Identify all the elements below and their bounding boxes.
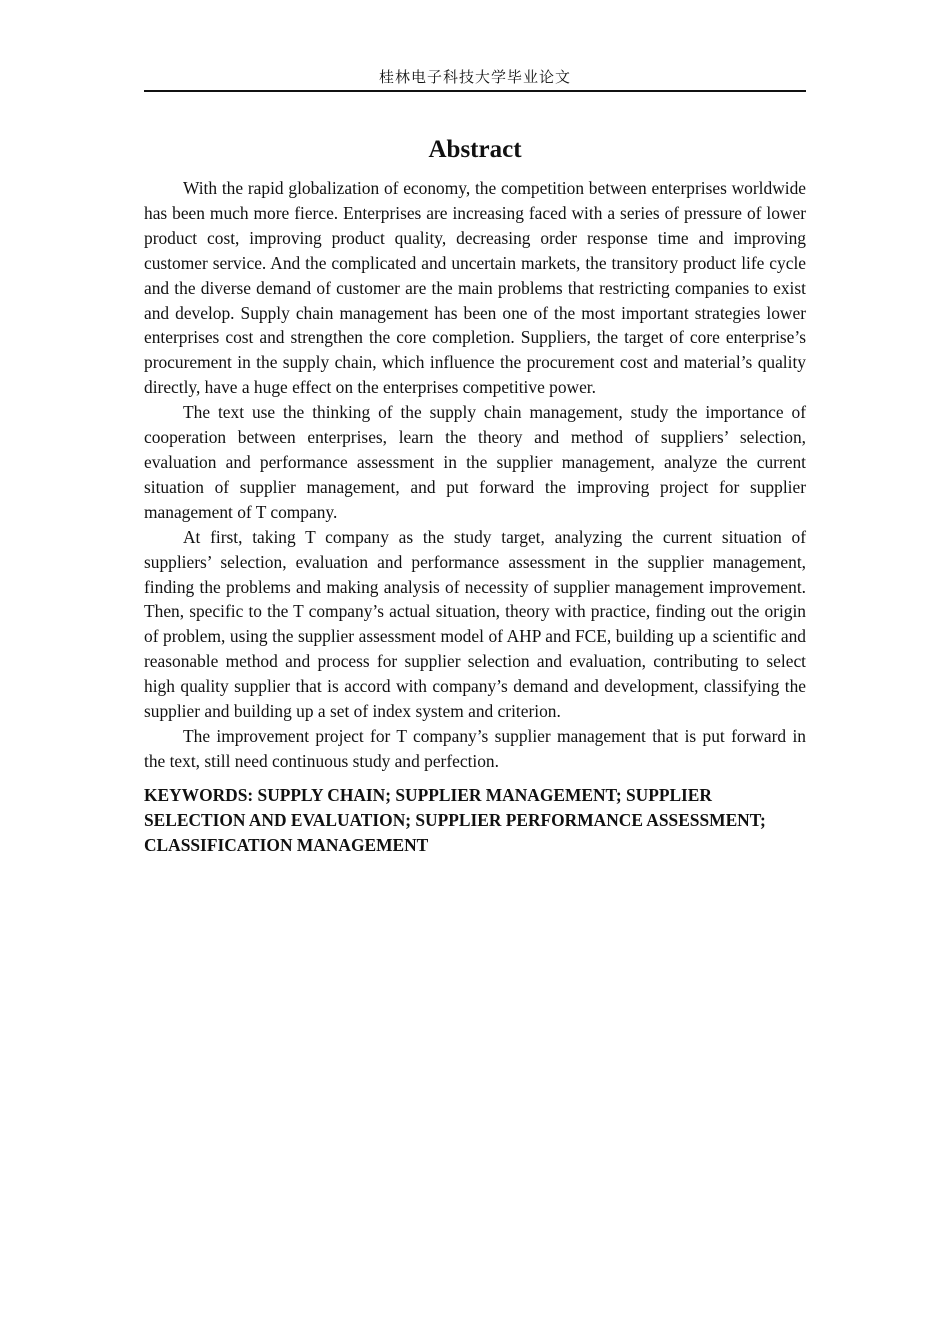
abstract-paragraph-3: At first, taking T company as the study target, analyzing the current situation of suppliers’ selection, evaluation and performance assessment in the supplier management, finding the problems and making analysis of necessity of supplier management improvement. Then, specific to the T company’s actual situation, theory with practice, finding out the origin of problem, using the supplier assessment model of AHP and FCE, building up a scientific and reasonable method and process for supplier selection and evaluation, contributing to select high quality supplier that is accord with company’s demand and development, classifying the supplier and building up a set of index system and criterion. (144, 526, 806, 722)
header-title: 桂林电子科技大学毕业论文 (378, 68, 571, 86)
page-header (144, 66, 806, 92)
abstract-paragraph-2: The text use the thinking of the supply chain management, study the importance of cooperation between enterprises, learn the theory and method of suppliers’ selection, evaluation and performance assessment in the supplier management, analyze the current situation of supplier management, and put forward the improving project for supplier management of T company. (144, 402, 806, 522)
abstract-section (144, 134, 806, 857)
abstract-paragraph-4: The improvement project for T company’s supplier management that is put forward in the text, still need continuous study and perfection. (144, 725, 806, 771)
keywords: KEYWORDS: SUPPLY CHAIN; SUPPLIER MANAGEMENT; SUPPLIER SELECTION AND EVALUATION; SUPPLIER PERFORMANCE ASSESSMENT; CLASSIFICATION MANAGEMENT (144, 784, 766, 855)
abstract-title: Abstract (428, 136, 522, 163)
abstract-paragraph-1: With the rapid globalization of economy, the competition between enterprises worldwide has been much more fierce. Enterprises are increasing faced with a series of pressure of lower product cost, improving product quality, decreasing order response time and improving customer service. And the complicated and uncertain markets, the transitory product life cycle and the diverse demand of customer are the main problems that restricting companies to exist and develop. Supply chain management has been one of the most important strategies lower enterprises cost and strengthen the core completion. Suppliers, the target of core enterprise’s procurement in the supply chain, which influence the procurement cost and material’s quality directly, have a huge effect on the enterprises competitive power. (144, 178, 806, 398)
